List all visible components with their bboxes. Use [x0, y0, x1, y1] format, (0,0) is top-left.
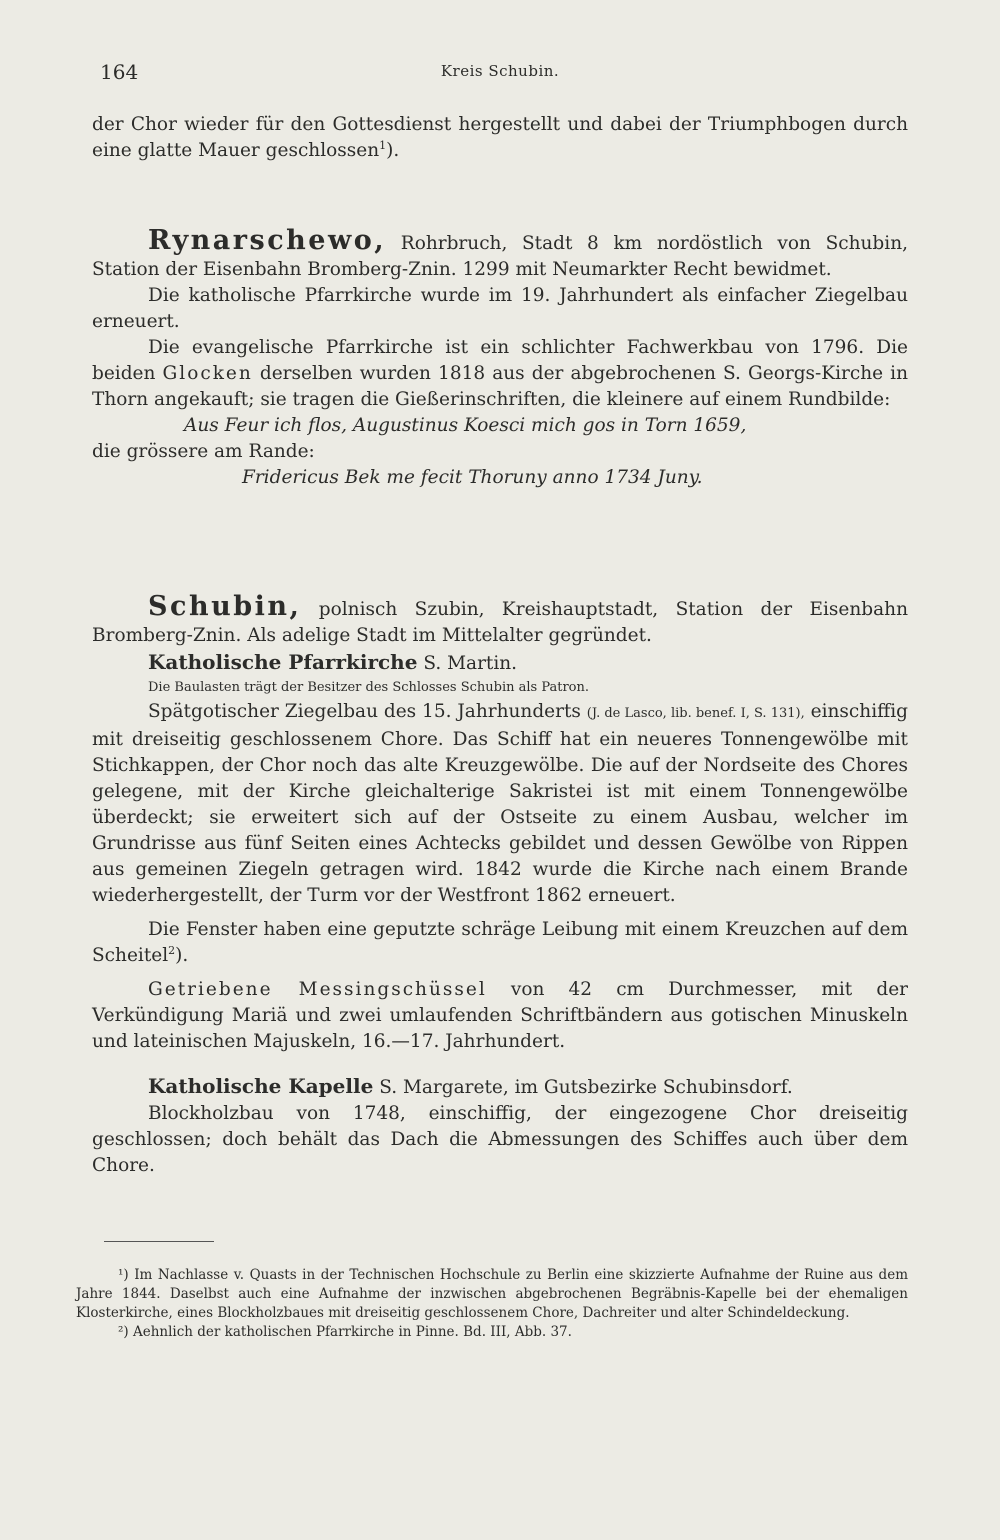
rynarschewo-intro: Rynarschewo, Rohrbruch, Stadt 8 km nordöstlich von Schubin, Station der Eisenbahn Bromberg-Znin. 1299 mit Neumarkter Recht bewidmet. — [92, 225, 908, 280]
bell-inscription-small: Aus Feur ich flos, Augustinus Koesci mich gos in Torn 1659, — [184, 415, 747, 436]
rynarschewo-catholic-church: Die katholische Pfarrkirche wurde im 19. Jahrhundert als einfacher Ziegelbau erneuert. — [92, 285, 908, 332]
pfarrkirche-description: Spätgotischer Ziegelbau des 15. Jahrhunderts (J. de Lasco, lib. benef. I, S. 131), einschiffig mit dreiseitig geschlossenem Chore. Das Schiff hat ein neueres Tonnengewölbe mit Stichkappen, der Chor noch das alte Kreuzgewölbe. Die auf der Nordseite des Chores gelegene, mit der Kirche gleichalterige Sakristei ist mit einem Tonnengewölbe überdeckt; sie erweitert sich auf der Ostseite zu einem Ausbau, welcher im Grundrisse aus fünf Seiten eines Achtecks gebildet und dessen Gewölbe von Rippen aus gemeinen Ziegeln getragen wird. 1842 wurde die Kirche nach einem Brande wiederhergestellt, der Turm vor der Westfront 1862 erneuert. — [92, 701, 909, 906]
intro-paragraph: der Chor wieder für den Gottesdienst hergestellt und dabei der Triumphbogen durch eine glatte Mauer geschlossen$^1$). — [92, 114, 908, 161]
section-schubin — [92, 591, 909, 1179]
place-name-rynarschewo: Rynarschewo, — [148, 225, 387, 256]
kapelle-description: Blockholzbau von 1748, einschiffig, der eingezogene Chor dreiseitig geschlossen; doch behält das Dach die Abmessungen des Schiffes auch über dem Chore. — [92, 1103, 908, 1176]
inscription-connector: die grössere am Rande: — [92, 441, 315, 462]
bell-inscription-large: Fridericus Bek me fecit Thoruny anno 1734 Juny. — [242, 467, 703, 488]
footnote-2: ²) Aehnlich der katholischen Pfarrkirche in Pinne. Bd. III, Abb. 37. — [118, 1324, 572, 1340]
section-rynarschewo — [92, 225, 909, 491]
footnote-divider — [104, 1241, 214, 1242]
patron-note: Die Baulasten trägt der Besitzer des Schlosses Schubin als Patron. — [148, 680, 590, 695]
footnote-ref-1: 1 — [379, 138, 387, 152]
schubin-intro: Schubin, polnisch Szubin, Kreishauptstadt, Station der Eisenbahn Bromberg-Znin. Als adelige Stadt im Mittelalter gegründet. — [92, 591, 908, 646]
footnote-ref-2: 2 — [168, 943, 176, 957]
running-title: Kreis Schubin. — [440, 62, 560, 80]
footnote-1: ¹) Im Nachlasse v. Quasts in der Technischen Hochschule zu Berlin eine skizzierte Aufnahme der Ruine aus dem Jahre 1844. Daselbst auch eine Aufnahme der inzwischen abgebrochenen Begräbnis-Kapelle bei der ehemaligen Klosterkirche, eines Blockholzbaues mit dreiseitig geschlossenem Chore, Dachreiter und alter Schindeldeckung. — [76, 1267, 908, 1321]
pfarrkirche-heading: Katholische Pfarrkirche S. Martin. — [148, 650, 518, 674]
rynarschewo-evangelical-church: Die evangelische Pfarrkirche ist ein schlichter Fachwerkbau von 1796. Die beiden Glocken derselben wurden 1818 aus der abgebrochenen S. Georgs-Kirche in Thorn angekauft; sie tragen die Gießerinschriften, die kleinere auf einem Rundbilde: — [92, 337, 909, 410]
footnotes — [76, 1266, 908, 1342]
windows-paragraph: Die Fenster haben eine geputzte schräge Leibung mit einem Kreuzchen auf dem Scheitel$^2$). — [92, 919, 908, 966]
brass-bowl-paragraph: Getriebene Messingschüssel von 42 cm Durchmesser, mit der Verkündigung Mariä und zwei umlaufenden Schriftbändern aus gotischen Minuskeln und lateinischen Majuskeln, 16.—17. Jahrhundert. — [92, 979, 908, 1052]
page-number: 164 — [100, 60, 139, 84]
place-name-schubin: Schubin, — [148, 591, 302, 622]
kapelle-heading: Katholische Kapelle S. Margarete, im Gutsbezirke Schubinsdorf. — [148, 1074, 793, 1098]
